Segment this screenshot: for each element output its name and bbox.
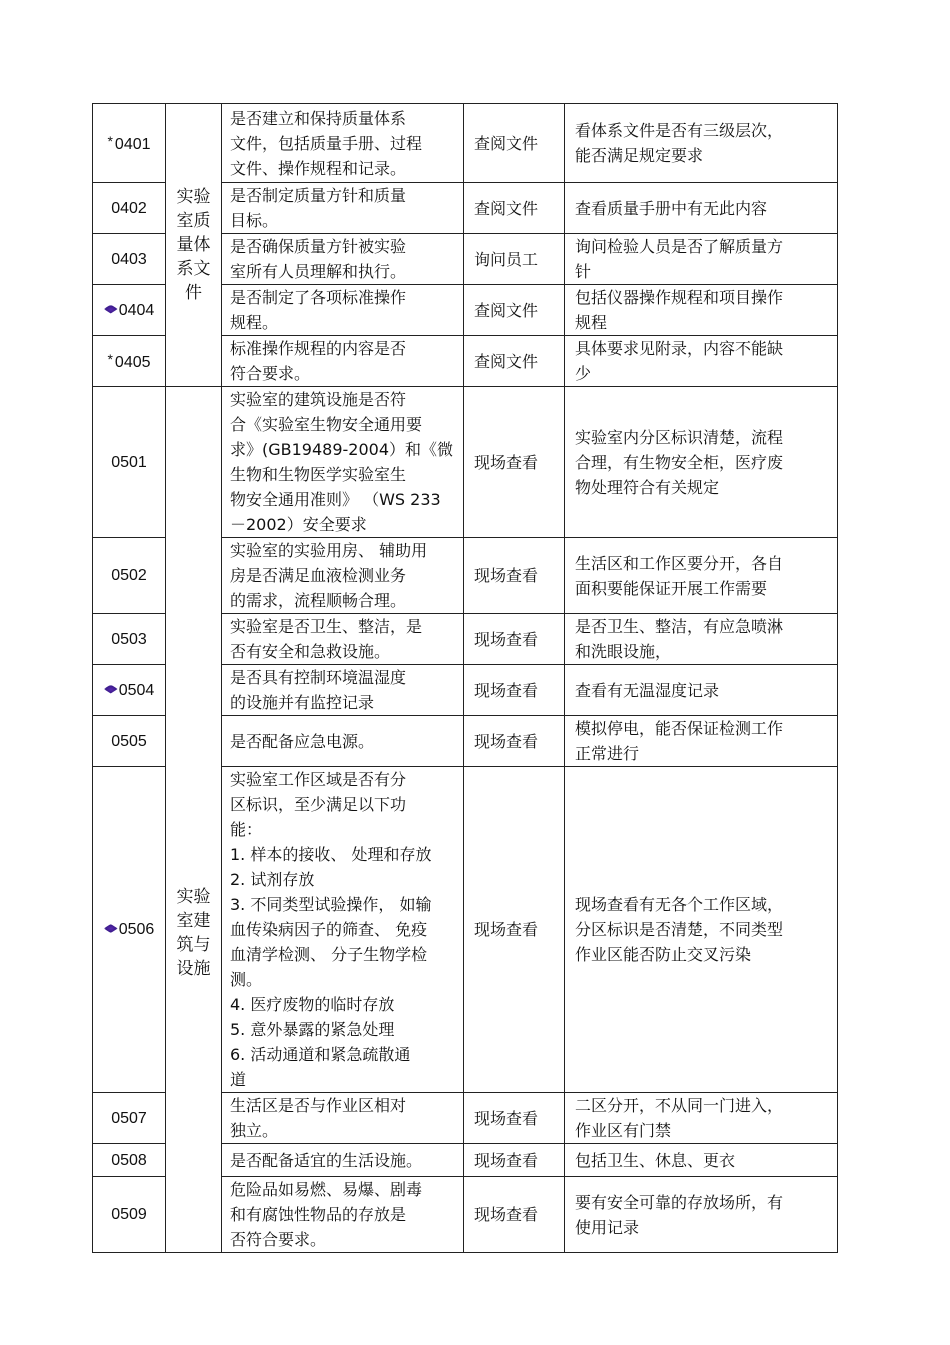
item-id-cell	[93, 336, 166, 387]
item-id-cell	[93, 716, 166, 767]
inspection-item-cell	[222, 285, 464, 336]
inspection-item-text: 血清学检测、 分子生物学检	[230, 945, 428, 964]
inspection-item-text: 合《实验室生物安全通用要	[230, 415, 423, 434]
item-id-cell	[93, 183, 166, 234]
inspection-item-text: 实验室是否卫生、整洁，是	[230, 617, 423, 636]
inspection-note-cell	[565, 183, 838, 234]
inspection-note-text: 作业区有门禁	[575, 1121, 672, 1140]
item-id: 0402	[111, 199, 147, 217]
inspection-note-text: 询问检验人员是否了解质量方	[575, 237, 784, 256]
category-cell-doc	[166, 104, 222, 387]
table-row	[93, 104, 838, 183]
item-id-cell	[93, 538, 166, 614]
inspection-item-text: 房是否满足血液检测业务	[230, 566, 407, 585]
inspection-item-text: 规程。	[230, 313, 279, 332]
inspection-note-text: 看体系文件是否有三级层次，	[575, 121, 784, 140]
inspection-item-text: 1. 样本的接收、 处理和存放	[230, 845, 432, 864]
inspection-note-text: 作业区能否防止交叉污染	[575, 945, 752, 964]
item-id-cell	[93, 285, 166, 336]
inspection-method-cell: 查阅文件	[464, 183, 565, 234]
inspection-item-cell	[222, 234, 464, 285]
item-id-cell	[93, 1144, 166, 1177]
inspection-note-text: 正常进行	[575, 744, 640, 763]
inspection-note-cell	[565, 1144, 838, 1177]
inspection-item-cell	[222, 1093, 464, 1144]
key-item-star-marker: *	[107, 351, 113, 367]
item-id-cell	[93, 1177, 166, 1253]
inspection-item-cell	[222, 614, 464, 665]
inspection-note-cell	[565, 665, 838, 716]
category-label-line: 筑与	[176, 935, 211, 955]
diamond-icon	[104, 685, 118, 694]
item-id: 0401	[114, 136, 151, 153]
category-label-line: 实验	[176, 887, 211, 907]
category-label-line: 系文	[176, 259, 211, 279]
item-id: 0403	[111, 250, 147, 268]
inspection-item-text: 室所有人员理解和执行。	[230, 262, 407, 281]
item-id-cell	[93, 767, 166, 1093]
inspection-item-text: 的需求，流程顺畅合理。	[230, 591, 407, 610]
inspection-item-text: 4. 医疗废物的临时存放	[230, 995, 395, 1014]
item-id: 0504	[118, 681, 155, 699]
item-id-cell	[93, 234, 166, 285]
inspection-item-text: 6. 活动通道和紧急疏散通	[230, 1045, 411, 1064]
inspection-item-text: 独立。	[230, 1121, 279, 1140]
inspection-item-text: 标准操作规程的内容是否	[230, 339, 407, 358]
inspection-note-text: 具体要求见附录，内容不能缺	[575, 339, 784, 358]
inspection-item-text: 是否制定了各项标准操作	[230, 288, 407, 307]
item-id-cell	[93, 387, 166, 538]
inspection-item-text: 符合要求。	[230, 364, 311, 383]
inspection-item-text: 测。	[230, 970, 263, 989]
inspection-note-cell	[565, 234, 838, 285]
diamond-icon	[104, 305, 118, 314]
inspection-note-cell	[565, 1177, 838, 1253]
item-id: 0508	[111, 1151, 147, 1169]
item-id-cell	[93, 614, 166, 665]
inspection-item-cell	[222, 104, 464, 183]
key-item-star-marker: *	[107, 133, 113, 149]
inspection-item-cell	[222, 336, 464, 387]
inspection-item-text: 道	[230, 1070, 247, 1089]
inspection-item-text: 求》(GB19489-2004）和《微	[230, 440, 454, 459]
inspection-item-text: 文件、操作规程和记录。	[230, 158, 407, 178]
table-row	[93, 387, 838, 538]
inspection-item-cell	[222, 716, 464, 767]
inspection-note-cell	[565, 1093, 838, 1144]
inspection-method-cell: 现场查看	[464, 1093, 565, 1144]
inspection-method-cell: 现场查看	[464, 538, 565, 614]
inspection-note-text: 使用记录	[575, 1217, 640, 1237]
inspection-method-cell: 询问员工	[464, 234, 565, 285]
inspection-item-text: 和有腐蚀性物品的存放是	[230, 1205, 407, 1224]
inspection-item-text: 是否建立和保持质量体系	[230, 108, 407, 128]
inspection-note-cell	[565, 387, 838, 538]
inspection-note-text: 模拟停电，能否保证检测工作	[575, 719, 784, 738]
inspection-method-cell: 现场查看	[464, 1177, 565, 1253]
inspection-item-text: 否有安全和急救设施。	[230, 642, 391, 661]
inspection-method-cell: 现场查看	[464, 614, 565, 665]
category-cell-building	[166, 387, 222, 1253]
inspection-item-text: 是否配备应急电源。	[230, 731, 375, 751]
inspection-item-cell	[222, 1177, 464, 1253]
inspection-item-cell	[222, 665, 464, 716]
inspection-item-cell	[222, 767, 464, 1093]
inspection-note-text: 针	[575, 262, 592, 281]
diamond-icon	[104, 924, 118, 933]
inspection-method-cell: 现场查看	[464, 716, 565, 767]
inspection-item-text: 5. 意外暴露的紧急处理	[230, 1020, 395, 1039]
inspection-item-text: 否符合要求。	[230, 1230, 327, 1249]
item-id: 0507	[111, 1109, 147, 1127]
inspection-item-text: 2. 试剂存放	[230, 870, 315, 889]
inspection-note-text: 少	[575, 364, 592, 383]
inspection-item-cell	[222, 1144, 464, 1177]
item-id: 0404	[118, 301, 155, 319]
inspection-note-cell	[565, 614, 838, 665]
inspection-item-text: 是否确保质量方针被实验	[230, 237, 407, 256]
inspection-note-text: 包括仪器操作规程和项目操作	[575, 288, 784, 307]
inspection-method-cell: 现场查看	[464, 1144, 565, 1177]
inspection-note-cell	[565, 104, 838, 183]
inspection-item-text: 危险品如易燃、易爆、剧毒	[230, 1180, 423, 1199]
inspection-item-text: 3. 不同类型试验操作， 如输	[230, 895, 432, 914]
inspection-method-cell: 查阅文件	[464, 285, 565, 336]
item-id: 0405	[114, 354, 151, 371]
inspection-item-text: 是否制定质量方针和质量	[230, 186, 407, 205]
inspection-note-text: 查看质量手册中有无此内容	[575, 198, 768, 218]
inspection-item-text: 物安全通用准则》 （WS 233	[230, 490, 441, 509]
inspection-note-text: 能否满足规定要求	[575, 146, 704, 165]
inspection-item-text: 文件，包括质量手册、过程	[230, 133, 423, 153]
category-label-line: 量体	[176, 235, 211, 255]
inspection-note-text: 查看有无温湿度记录	[575, 680, 720, 700]
inspection-note-text: 和洗眼设施，	[575, 642, 672, 661]
inspection-note-text: 是否卫生、整洁，有应急喷淋	[575, 617, 784, 636]
inspection-note-cell	[565, 767, 838, 1093]
item-id: 0503	[111, 630, 147, 648]
inspection-item-text: 生活区是否与作业区相对	[230, 1096, 407, 1115]
inspection-note-text: 包括卫生、休息、更衣	[575, 1150, 736, 1170]
inspection-note-text: 物处理符合有关规定	[575, 477, 720, 497]
item-id-cell	[93, 1093, 166, 1144]
inspection-note-text: 生活区和工作区要分开，各自	[575, 553, 784, 573]
inspection-item-text: 实验室的实验用房、 辅助用	[230, 541, 428, 560]
inspection-method-cell: 查阅文件	[464, 336, 565, 387]
inspection-item-text: 生物和生物医学实验室生	[230, 465, 407, 484]
item-id: 0509	[111, 1206, 147, 1223]
inspection-item-text: 能：	[230, 820, 263, 839]
inspection-note-text: 实验室内分区标识清楚，流程	[575, 427, 784, 447]
inspection-table	[92, 103, 838, 1253]
inspection-item-text: 实验室工作区域是否有分	[230, 770, 407, 789]
inspection-item-text: 是否具有控制环境温湿度	[230, 668, 407, 687]
item-id-cell	[93, 104, 166, 183]
inspection-note-text: 现场查看有无各个工作区域，	[575, 895, 784, 914]
item-id: 0506	[118, 921, 155, 938]
category-label-line: 件	[185, 283, 202, 303]
item-id: 0502	[111, 567, 147, 584]
inspection-method-cell: 查阅文件	[464, 104, 565, 183]
inspection-note-text: 面积要能保证开展工作需要	[575, 578, 768, 598]
inspection-item-text: 实验室的建筑设施是否符	[230, 390, 407, 409]
inspection-item-cell	[222, 183, 464, 234]
inspection-note-cell	[565, 336, 838, 387]
inspection-note-cell	[565, 538, 838, 614]
inspection-note-text: 规程	[575, 313, 608, 332]
category-label-line: 设施	[176, 959, 211, 979]
inspection-item-text: －2002）安全要求	[230, 515, 367, 534]
item-id: 0505	[111, 732, 147, 750]
inspection-note-text: 二区分开，不从同一门进入，	[575, 1096, 784, 1115]
inspection-item-text: 是否配备适宜的生活设施。	[230, 1150, 423, 1170]
inspection-note-cell	[565, 285, 838, 336]
inspection-item-text: 目标。	[230, 211, 279, 230]
item-id-cell	[93, 665, 166, 716]
inspection-item-text: 的设施并有监控记录	[230, 693, 375, 712]
inspection-item-cell	[222, 387, 464, 538]
inspection-note-text: 分区标识是否清楚，不同类型	[575, 920, 784, 939]
inspection-method-cell: 现场查看	[464, 387, 565, 538]
inspection-item-text: 血传染病因子的筛查、 免疫	[230, 920, 428, 939]
item-id: 0501	[111, 453, 147, 471]
inspection-method-cell: 现场查看	[464, 767, 565, 1093]
category-label-line: 室质	[176, 211, 211, 231]
category-label-line: 实验	[176, 187, 211, 207]
inspection-item-cell	[222, 538, 464, 614]
inspection-note-text: 要有安全可靠的存放场所，有	[575, 1192, 784, 1212]
inspection-note-text: 合理，有生物安全柜，医疗废	[575, 452, 784, 472]
inspection-note-cell	[565, 716, 838, 767]
category-label-line: 室建	[176, 911, 211, 931]
inspection-method-cell: 现场查看	[464, 665, 565, 716]
inspection-item-text: 区标识，至少满足以下功	[230, 795, 407, 814]
